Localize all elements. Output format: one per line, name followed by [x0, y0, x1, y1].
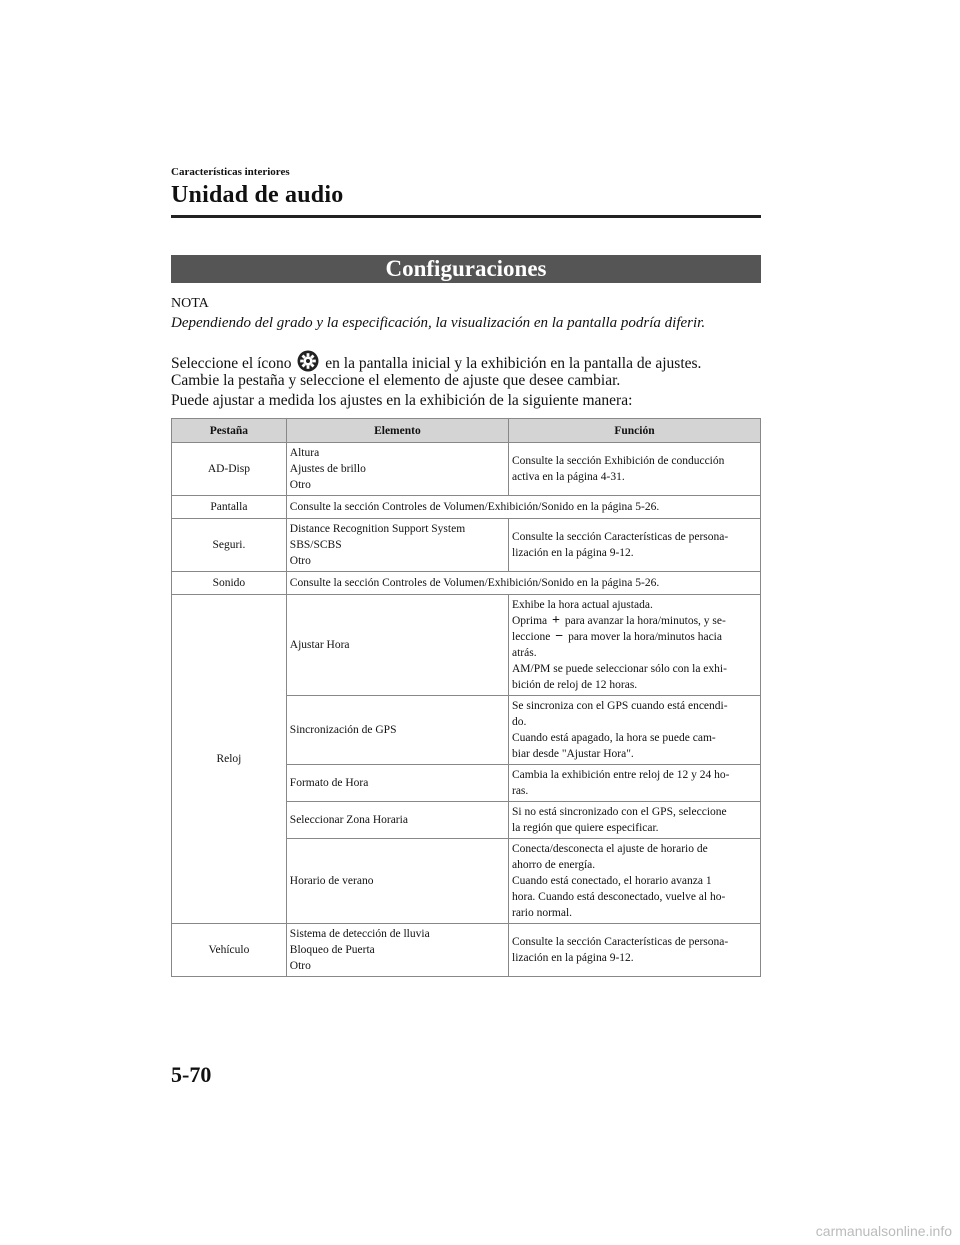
function-line: Cuando está apagado, la hora se puede cam- — [512, 732, 716, 744]
function-line: biar desde "Ajustar Hora". — [512, 748, 634, 760]
header-elemento: Elemento — [286, 419, 508, 443]
table-header-row — [172, 419, 761, 443]
function-line: activa en la página 4-31. — [512, 471, 625, 483]
title-divider — [171, 215, 761, 218]
tab-cell: AD-Disp — [172, 443, 287, 496]
minus-icon: − — [555, 629, 564, 644]
element-line: Otro — [289, 555, 311, 567]
function-line: Si no está sincronizado con el GPS, seleccione — [512, 806, 727, 818]
table-row-sonido — [172, 572, 761, 595]
instruction-line-1-post: en la pantalla inicial y la exhibición en la pantalla de ajustes. — [325, 355, 702, 372]
table-row-reloj-ajustar — [172, 595, 761, 696]
instruction-line-1 — [171, 350, 701, 373]
section-banner: Configuraciones — [171, 255, 761, 283]
instruction-line-1-pre: Seleccione el ícono — [171, 355, 292, 372]
element-cell: Ajustar Hora — [286, 595, 508, 696]
settings-gear-icon — [297, 350, 319, 372]
table-row-vehiculo — [172, 924, 761, 977]
function-line: bición de reloj de 12 horas. — [512, 679, 638, 691]
function-line: hora. Cuando está desconectado, vuelve al ho- — [512, 891, 726, 903]
function-line: la región que quiere especificar. — [512, 822, 659, 834]
element-line: Otro — [289, 960, 311, 972]
function-cell — [509, 924, 761, 977]
element-cell: Horario de verano — [286, 839, 508, 924]
watermark: carmanualsonline.info — [815, 1223, 952, 1239]
function-cell — [509, 839, 761, 924]
function-cell — [509, 443, 761, 496]
element-cell: Sincronización de GPS — [286, 696, 508, 765]
function-line: ahorro de energía. — [512, 859, 596, 871]
tab-cell: Vehículo — [172, 924, 287, 977]
function-line: lización en la página 9-12. — [512, 547, 634, 559]
element-cell — [286, 924, 508, 977]
element-cell: Seleccionar Zona Horaria — [286, 802, 508, 839]
table-row-seguri — [172, 519, 761, 572]
note-label: NOTA — [171, 296, 209, 311]
page-number: 5-70 — [171, 1062, 212, 1087]
section-label: Características interiores — [171, 166, 290, 178]
function-text: para mover la hora/minutos hacia — [568, 631, 722, 643]
element-line: Distance Recognition Support System — [289, 523, 466, 535]
function-line — [512, 613, 757, 629]
element-cell: Formato de Hora — [286, 765, 508, 802]
header-funcion: Función — [509, 419, 761, 443]
function-line: Cambia la exhibición entre reloj de 12 y 24 ho- — [512, 769, 730, 781]
function-line: Exhibe la hora actual ajustada. — [512, 599, 653, 611]
element-cell — [286, 519, 508, 572]
table-row-addisp — [172, 443, 761, 496]
function-line: Consulte la sección Características de persona- — [512, 936, 729, 948]
function-line: Se sincroniza con el GPS cuando está encendi- — [512, 700, 728, 712]
tab-cell: Reloj — [172, 595, 287, 924]
tab-cell: Sonido — [172, 572, 287, 595]
function-cell — [509, 696, 761, 765]
function-line: rario normal. — [512, 907, 573, 919]
note-text: Dependiendo del grado y la especificación, la visualización en la pantalla podría diferir. — [171, 315, 706, 331]
function-text: Oprima — [512, 615, 548, 627]
function-line: atrás. — [512, 647, 537, 659]
function-text: leccione — [512, 631, 551, 643]
element-cell — [286, 443, 508, 496]
span-cell: Consulte la sección Controles de Volumen/Exhibición/Sonido en la página 5-26. — [286, 572, 760, 595]
table-row-pantalla — [172, 496, 761, 519]
element-line: Bloqueo de Puerta — [289, 944, 375, 956]
function-line: lización en la página 9-12. — [512, 952, 634, 964]
function-line: AM/PM se puede seleccionar sólo con la exhi- — [512, 663, 727, 675]
function-text: para avanzar la hora/minutos, y se- — [564, 615, 726, 627]
span-cell: Consulte la sección Controles de Volumen/Exhibición/Sonido en la página 5-26. — [286, 496, 760, 519]
page-title: Unidad de audio — [171, 182, 344, 208]
plus-icon: + — [552, 613, 560, 628]
function-line: ras. — [512, 785, 529, 797]
function-line: Cuando está conectado, el horario avanza 1 — [512, 875, 712, 887]
instruction-line-2: Cambie la pestaña y seleccione el elemento de ajuste que desee cambiar. — [171, 372, 621, 389]
function-cell — [509, 595, 761, 696]
element-line: Sistema de detección de lluvia — [289, 928, 430, 940]
element-line: Otro — [289, 479, 311, 491]
function-line: Consulte la sección Características de persona- — [512, 531, 729, 543]
element-line: Ajustes de brillo — [289, 463, 366, 475]
settings-table — [171, 418, 761, 977]
function-line: Conecta/desconecta el ajuste de horario de — [512, 843, 708, 855]
function-cell — [509, 519, 761, 572]
tab-cell: Pantalla — [172, 496, 287, 519]
function-cell — [509, 765, 761, 802]
instruction-line-3: Puede ajustar a medida los ajustes en la exhibición de la siguiente manera: — [171, 392, 633, 409]
function-cell — [509, 802, 761, 839]
function-line: do. — [512, 716, 527, 728]
element-line: Altura — [289, 447, 320, 459]
element-line: SBS/SCBS — [289, 539, 342, 551]
header-pestana: Pestaña — [172, 419, 287, 443]
function-line: Consulte la sección Exhibición de conducción — [512, 455, 725, 467]
function-line — [512, 629, 757, 645]
tab-cell: Seguri. — [172, 519, 287, 572]
